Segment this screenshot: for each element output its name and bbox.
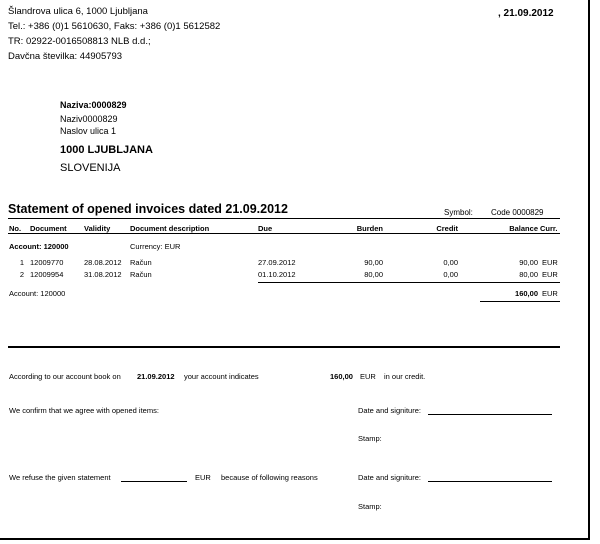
header-due: Due xyxy=(258,224,273,233)
header-divider xyxy=(8,233,560,234)
row-2-document: 12009954 xyxy=(30,270,64,279)
book-currency: EUR xyxy=(360,372,376,381)
book-text-3: in our credit. xyxy=(384,372,426,381)
refuse-text-2: because of following reasons xyxy=(221,473,318,482)
header-description: Document description xyxy=(130,224,210,233)
subtotal-divider xyxy=(258,282,560,283)
sender-block xyxy=(8,4,220,64)
row-1-balance: 90,00 xyxy=(519,258,538,267)
book-amount: 160,00 xyxy=(330,372,353,381)
row-2-burden: 80,00 xyxy=(364,270,383,279)
row-1-description: Račun xyxy=(130,258,152,267)
currency-label: Currency: EUR xyxy=(130,242,181,251)
date-signature-label-1: Date and signiture: xyxy=(358,406,421,415)
refuse-text-1: We refuse the given statement xyxy=(9,473,111,482)
row-1-document: 12009770 xyxy=(30,258,64,267)
sender-phone: Tel.: +386 (0)1 5610630, Faks: +386 (0)1 5612582 xyxy=(8,21,221,32)
row-2-description: Račun xyxy=(130,270,152,279)
symbol-label: Symbol: xyxy=(444,208,473,217)
date-signature-label-2: Date and signiture: xyxy=(358,473,421,482)
row-2-validity: 31.08.2012 xyxy=(84,270,122,279)
book-text-1: According to our account book on xyxy=(9,372,121,381)
sender-bank-account: TR: 02922-0016508813 NLB d.d.; xyxy=(8,36,151,47)
header-date: , 21.09.2012 xyxy=(498,8,554,19)
stamp-label-2: Stamp: xyxy=(358,502,382,511)
header-validity: Validity xyxy=(84,224,111,233)
account-label: Account: 120000 xyxy=(9,242,69,251)
signature-line-1[interactable] xyxy=(428,414,552,415)
header-document: Document xyxy=(30,224,67,233)
statement-title: Statement of opened invoices dated 21.09.2012 xyxy=(8,202,288,216)
row-2-balance: 80,00 xyxy=(519,270,538,279)
row-1-no: 1 xyxy=(19,258,24,267)
account-total-label: Account: 120000 xyxy=(9,289,66,298)
code-label: Code 0000829 xyxy=(491,208,544,217)
header-no: No. xyxy=(9,224,22,233)
header-burden: Burden xyxy=(356,224,383,233)
header-currency: Curr. xyxy=(540,224,558,233)
row-1-currency: EUR xyxy=(542,258,558,267)
row-1-due: 27.09.2012 xyxy=(258,258,296,267)
stamp-label-1: Stamp: xyxy=(358,434,382,443)
book-date: 21.09.2012 xyxy=(137,372,175,381)
recipient-city: 1000 LJUBLJANA xyxy=(60,144,153,156)
row-1-validity: 28.08.2012 xyxy=(84,258,122,267)
account-total-value: 160,00 xyxy=(515,289,538,298)
row-2-currency: EUR xyxy=(542,270,558,279)
book-text-2: your account indicates xyxy=(184,372,259,381)
section-separator xyxy=(8,346,560,348)
title-divider xyxy=(8,218,560,219)
sender-address: Šlandrova ulica 6, 1000 Ljubljana xyxy=(8,6,148,17)
total-underline xyxy=(480,301,560,302)
recipient-name: Naziv0000829 xyxy=(60,114,118,124)
row-1-burden: 90,00 xyxy=(364,258,383,267)
confirm-text: We confirm that we agree with opened items: xyxy=(9,406,159,415)
sender-tax-number: Davčna številka: 44905793 xyxy=(8,51,123,62)
recipient-street: Naslov ulica 1 xyxy=(60,126,117,136)
refuse-amount-line[interactable] xyxy=(121,481,187,482)
header-credit: Credit xyxy=(436,224,458,233)
row-2-due: 01.10.2012 xyxy=(258,270,296,279)
account-total-currency: EUR xyxy=(542,289,558,298)
row-2-no: 2 xyxy=(19,270,24,279)
recipient-country: SLOVENIJA xyxy=(60,162,121,174)
recipient-name-bold: Naziva:0000829 xyxy=(60,100,127,110)
row-2-credit: 0,00 xyxy=(443,270,458,279)
row-1-credit: 0,00 xyxy=(443,258,458,267)
refuse-currency: EUR xyxy=(195,473,211,482)
signature-line-2[interactable] xyxy=(428,481,552,482)
header-balance: Balance xyxy=(509,224,538,233)
